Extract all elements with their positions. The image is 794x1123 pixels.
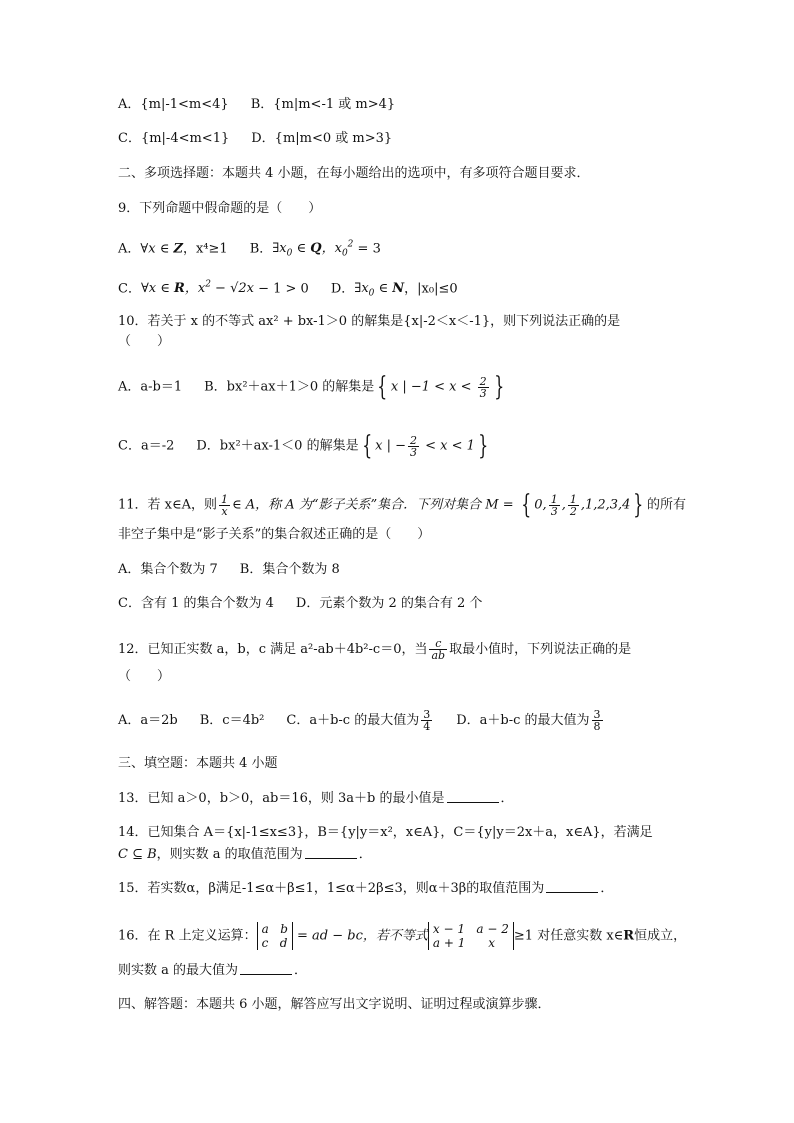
q9-option-b-label: B． [249,241,273,257]
q15-answer-blank[interactable] [546,880,598,893]
section2-heading: 二、多项选择题：本题共 4 小题，在每小题给出的选项中，有多项符合题目要求． [118,166,590,181]
q9-option-d-math: $\exists x_0$ ∈ N [354,281,405,299]
q9-option-a-math: ∀x ∈ Z [140,241,183,257]
q10-option-a: A．a-b＝1 [118,379,183,395]
q8-option-d: D．{m|m<0 或 m>3} [251,131,393,146]
q10-stem-line2: （ ） [118,334,171,349]
q11-options-row2 [118,595,482,613]
q11-stem-line2: 非空子集中是“影子关系”的集合叙述正确的是（ ） [118,527,431,542]
q14-answer-blank[interactable] [305,846,357,859]
q11-option-a: A．集合个数为 7 [118,562,218,577]
q13-stem: 13．已知 a＞0，b＞0，ab＝16，则 3a＋b 的最小值是 [118,791,445,806]
q16-line2: 则实数 a 的最大值为 ． [118,963,308,978]
q11-set-m: M = [481,497,518,513]
q13-answer-blank[interactable] [447,790,499,803]
q11-option-d: D．元素个数为 2 的集合有 2 个 [295,596,483,611]
q16-determinant-ineq: x − 1 a − 2 a + 1 x [428,922,514,950]
q8-options-row1 [118,96,395,114]
q16-stem-part-a: 16．在 R 上定义运算： [118,928,257,944]
q11-stem-part-a: 11．若 x∈A，则 [118,497,218,513]
q11-options-row1 [118,561,340,579]
q16-line2-text: 则实数 a 的最大值为 [118,963,239,978]
q12-option-c: C．a＋b-c 的最大值为 [286,713,420,728]
q12-stem-part-b: 取最小值时，下列说法正确的是 [449,642,632,657]
q16-stem-part-d: 恒成立， [634,928,687,944]
q12-stem-line1: 12．已知正实数 a，b，c 满足 a²-ab＋4b²-c＝0，当 $\frac{c}{ab}$ 取最小值时，下列说法正确的是 [118,637,632,662]
q9-stem: 9．下列命题中假命题的是（ ） [118,201,322,216]
section4-heading: 四、解答题：本题共 6 小题，解答应写出文字说明、证明过程或演算步骤． [118,997,551,1012]
q16-line1: 16．在 R 上定义运算： a b c d = ad − bc，若不等式 x − 1 a − 2 a + 1 x ≥1 对任意实数 x∈R恒成立， [118,922,687,950]
q12-options-row: A．a＝2b B．c＝4b² C．a＋b-c 的最大值为 $\frac{3}{4}$ D．a＋b-c 的最大值为 $\frac{3}{8}$ [118,708,601,733]
q9-option-b-math: $\exists x_0$ ∈ Q，$x_0^2$ [272,240,354,259]
q10-option-b: B．bx²＋ax＋1＞0 的解集是 [204,379,375,395]
q15: 15．若实数α，β满足-1≤α＋β≤1，1≤α＋2β≤3，则α＋3β的取值范围为 ． [118,881,614,896]
q10-option-d: D．bx²＋ax-1＜0 的解集是 [196,438,359,454]
q9-options-row1 [118,236,381,263]
q8-option-a: A．{m|-1<m<4} [118,97,229,112]
section3-heading: 三、填空题：本题共 4 小题 [118,756,278,771]
q11-option-b: B．集合个数为 8 [239,562,340,577]
q11-option-c: C．含有 1 的集合个数为 4 [118,596,274,611]
q14-line2: C ⊆ B，则实数 a 的取值范围为 ． [118,847,372,862]
q9-option-b-tail: = 3 [353,241,381,257]
q10-stem-line1: 10．若关于 x 的不等式 ax² + bx-1＞0 的解集是{x|-2＜x＜-1}，则下列说法正确的是 [118,314,621,329]
q9-option-d-tail: ，|x₀|≤0 [404,281,458,297]
q9-option-c-math: ∀x ∈ R，$x^2 - √2x$ [140,280,254,297]
q12-stem-part-a: 12．已知正实数 a，b，c 满足 a²-ab＋4b²-c＝0，当 [118,642,428,657]
q14-subset-math: C ⊆ B [118,847,157,862]
q9-option-c-tail: − 1 > 0 [253,281,309,297]
q10-option-c: C．a＝-2 [118,438,175,454]
q10-options-row2: C．a＝-2 D．bx²＋ax-1＜0 的解集是 { x | − $\frac{2}{3}$ < x < 1 } [118,431,489,461]
q9-option-a-tail: ，x⁴≥1 [182,241,228,257]
q12-option-b: B．c＝4b² [199,713,265,728]
q9-options-row2 [118,276,458,303]
q16-determinant-def: a b c d [257,922,293,950]
q11-stem-part-c: 的所有 [647,497,687,513]
q13: 13．已知 a＞0，b＞0，ab＝16，则 3a＋b 的最小值是 ． [118,791,514,806]
q16-stem-part-c: ≥1 对任意实数 x∈ [513,928,624,944]
q16-answer-blank[interactable] [240,962,292,975]
q12-option-a: A．a＝2b [118,713,178,728]
q15-stem: 15．若实数α，β满足-1≤α＋β≤1，1≤α＋2β≤3，则α＋3β的取值范围为 [118,881,545,896]
q11-stem-part-b: ∈ A，称 A 为“影子关系”集合．下列对集合 [232,497,482,513]
q8-option-b: B．{m|m<-1 或 m>4} [250,97,396,112]
q9-option-a-label: A． [118,241,141,257]
q8-options-row2 [118,130,392,148]
q14-line2-text: ，则实数 a 的取值范围为 [156,847,303,862]
q8-option-c: C．{m|-4<m<1} [118,131,230,146]
q12-stem-line2: （ ） [118,669,171,684]
q11-stem-line1: 11．若 x∈A，则 $\frac{1}{x}$ ∈ A，称 A 为“影子关系”集合．下列对集合 M = { 0, $\frac{1}{3}$ , $\frac{1}{2}$ ,1,2,3,4 } 的所有 [118,490,687,520]
q9-option-d-label: D． [330,281,355,297]
q14-line1: 14．已知集合 A＝{x|-1≤x≤3}，B＝{y|y＝x²，x∈A}，C＝{y|y＝2x＋a，x∈A}，若满足 [118,825,653,840]
q9-option-c-label: C． [118,281,141,297]
q10-options-row1: A．a-b＝1 B．bx²＋ax＋1＞0 的解集是 { x | −1 < x < $\frac{2}{3}$ } [118,372,504,402]
q12-option-d: D．a＋b-c 的最大值为 [456,713,590,728]
q16-stem-part-b: = ad − bc，若不等式 [292,928,428,944]
